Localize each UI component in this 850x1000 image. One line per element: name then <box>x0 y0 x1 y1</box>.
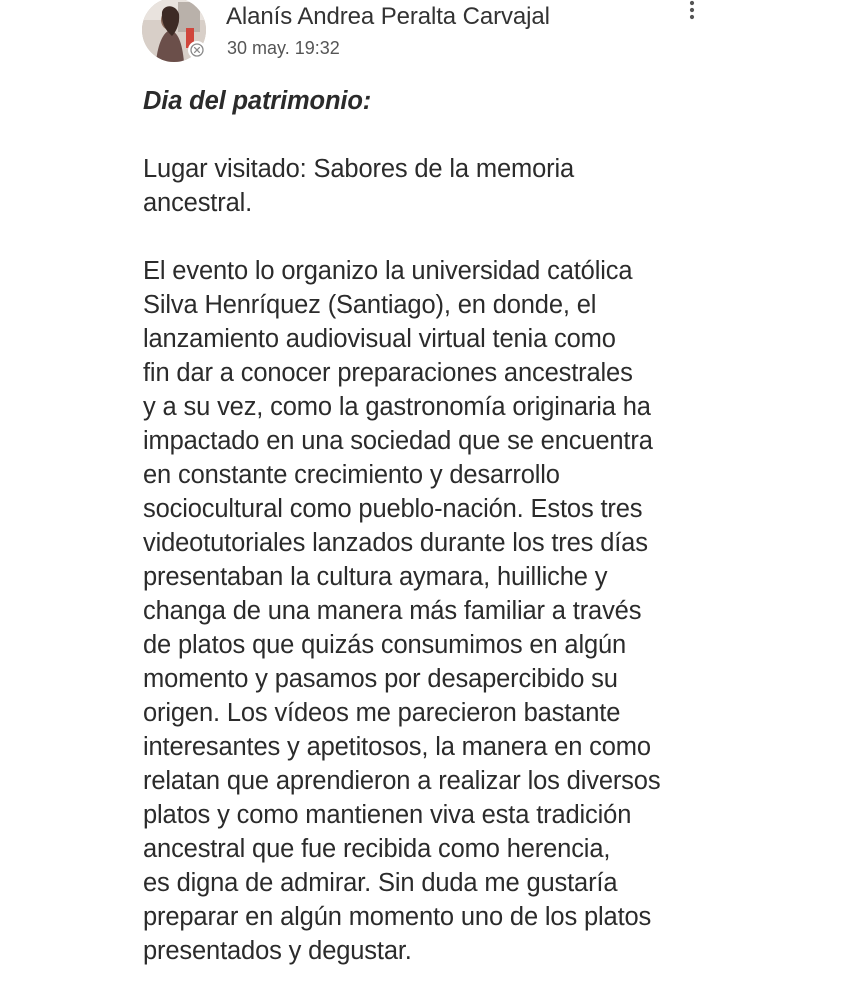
text-line: Lugar visitado: Sabores de la memoria <box>143 155 575 183</box>
text-line: ancestral que fue recibida como herencia, <box>143 835 611 863</box>
text-line: interesantes y apetitosos, la manera en como <box>143 733 651 761</box>
text-line: en constante crecimiento y desarrollo <box>143 461 560 489</box>
text-line: videotutoriales lanzados durante los tres días <box>143 529 648 557</box>
post-place <box>143 152 723 220</box>
text-line: changa de una manera más familiar a través <box>143 597 642 625</box>
more-options-button[interactable] <box>680 0 704 24</box>
text-line: sociocultural como pueblo-nación. Estos tres <box>143 495 643 523</box>
author-name[interactable]: Alanís Andrea Peralta Carvajal <box>226 3 550 30</box>
text-line: origen. Los vídeos me parecieron bastante <box>143 699 621 727</box>
text-line: momento y pasamos por desapercibido su <box>143 665 618 693</box>
text-line: lanzamiento audiovisual virtual tenia como <box>143 325 616 353</box>
post-date: 30 may. 19:32 <box>227 38 340 58</box>
text-line: platos y como mantienen viva esta tradición <box>143 801 632 829</box>
text-line: presentaban la cultura aymara, huilliche y <box>143 563 608 591</box>
post-paragraph <box>143 254 723 968</box>
text-line: fin dar a conocer preparaciones ancestrales <box>143 359 633 387</box>
close-circle-icon[interactable] <box>188 41 206 59</box>
text-line: es digna de admirar. Sin duda me gustaría <box>143 869 618 897</box>
text-line: El evento lo organizo la universidad católica <box>143 257 633 285</box>
post-title: Dia del patrimonio: <box>143 87 372 115</box>
post-body <box>143 84 723 968</box>
text-line: ancestral. <box>143 189 253 217</box>
text-line: Silva Henríquez (Santiago), en donde, el <box>143 291 597 319</box>
text-line: impactado en una sociedad que se encuentra <box>143 427 653 455</box>
more-vertical-icon <box>688 0 696 22</box>
text-line: de platos que quizás consumimos en algún <box>143 631 627 659</box>
text-line: relatan que aprendieron a realizar los diversos <box>143 767 661 795</box>
text-line: presentados y degustar. <box>143 937 412 965</box>
post-header <box>140 0 710 64</box>
text-line: y a su vez, como la gastronomía originaria ha <box>143 393 651 421</box>
text-line: preparar en algún momento uno de los platos <box>143 903 652 931</box>
